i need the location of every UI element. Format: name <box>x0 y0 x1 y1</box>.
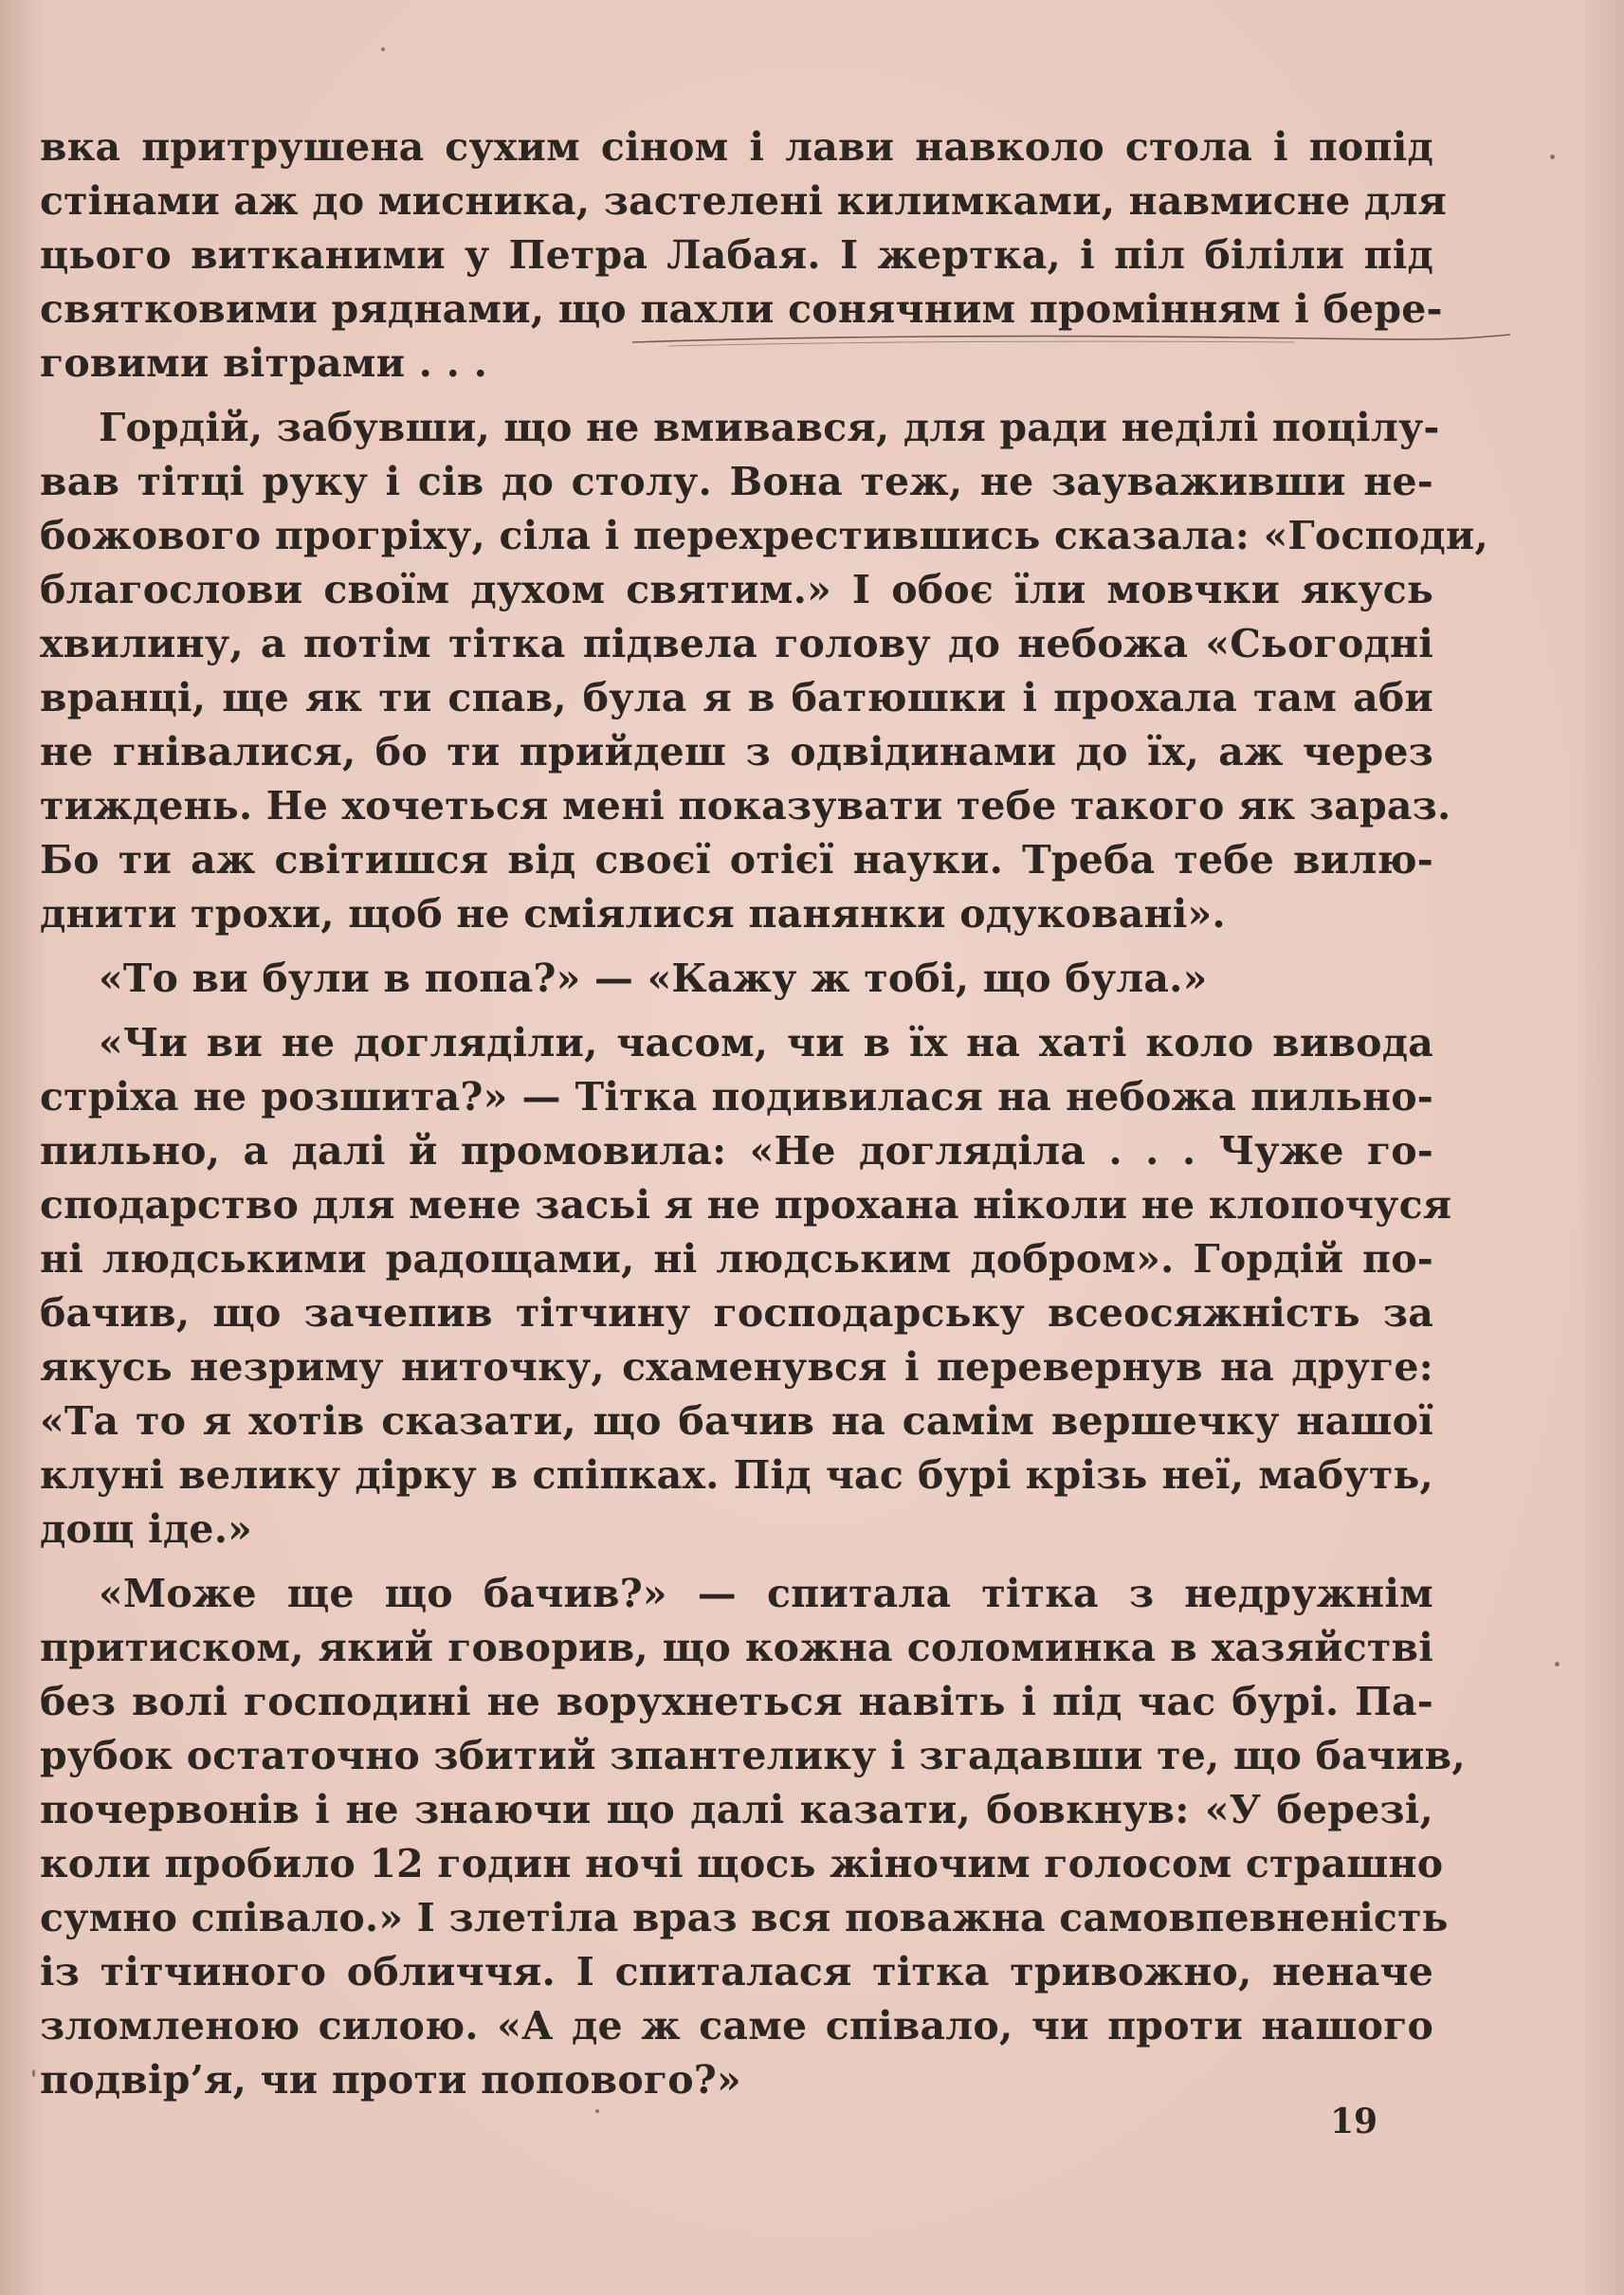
text-line: не гнівалися, бо ти прийдеш з одвідинами до їх, аж через <box>40 729 1433 774</box>
text-line: із тітчиного обличчя. І спиталася тітка тривожно, неначе <box>40 1949 1433 1994</box>
text-line: дощ іде.» <box>40 1506 252 1552</box>
text-line: бачив, що зачепив тітчину господарську всеосяжність за <box>40 1290 1433 1336</box>
text-line: «Та то я хотів сказати, що бачив на самім вершечку нашої <box>40 1398 1433 1444</box>
text-line: якусь незриму ниточку, схаменувся і перевернув на друге: <box>40 1344 1433 1390</box>
text-line: стріха не розшита?» — Тітка подивилася на небожа пильно- <box>40 1074 1433 1120</box>
text-line: рубок остаточно збитий зпантелику і згадавши те, що бачив, <box>40 1733 1466 1778</box>
text-line: тиждень. Не хочеться мені показувати тебе такого як зараз. <box>40 783 1451 829</box>
text-line: вав тітці руку і сів до столу. Вона теж, не зауваживши не- <box>40 459 1433 504</box>
text-line: пильно, а далі й промовила: «Не догляділа . . . Чуже го- <box>40 1128 1433 1174</box>
text-line: почервонів і не знаючи що далі казати, бовкнув: «У березі, <box>40 1787 1433 1832</box>
paper-speck <box>595 2109 599 2113</box>
text-line: без волі господині не ворухнеться навіть і під час бурі. Па- <box>40 1679 1433 1724</box>
text-line: днити трохи, щоб не сміялися панянки одуковані». <box>40 891 1226 937</box>
paper-speck <box>381 47 385 51</box>
text-line: клуні велику дірку в спіпках. Під час бурі крізь неї, мабуть, <box>40 1452 1433 1498</box>
text-line: ні людськими радощами, ні людським добром». Гордій по- <box>40 1236 1433 1282</box>
text-line: «Може ще що бачив?» — спитала тітка з недружнім <box>99 1571 1433 1616</box>
text-line: сподарство для мене засьі я не прохана ніколи не клопочуся <box>40 1182 1452 1228</box>
text-line: Бо ти аж світишся від своєї отієї науки. Треба тебе вилю- <box>40 837 1433 883</box>
text-line: «То ви були в попа?» — «Кажу ж тобі, що була.» <box>99 956 1208 1001</box>
text-line: вранці, ще як ти спав, була я в батюшки і прохала там аби <box>40 675 1433 720</box>
body-text <box>40 120 1488 2107</box>
text-line: зломленою силою. «А де ж саме співало, чи проти нашого <box>40 2003 1433 2049</box>
paper-speck <box>1555 1662 1560 1667</box>
text-line: хвилину, а потім тітка підвела голову до небожа «Сьогодні <box>40 621 1433 666</box>
paper-speck <box>1550 155 1555 159</box>
text-line: «Чи ви не догляділи, часом, чи в їх на хаті коло вивода <box>99 1020 1433 1066</box>
text-line: благослови своїм духом святим.» І обоє їли мовчки якусь <box>40 567 1433 612</box>
text-line: стінами аж до мисника, застелені килимками, навмисне для <box>40 178 1448 224</box>
text-line: подвір’я, чи проти попового?» <box>40 2057 741 2103</box>
text-line: притиском, який говорив, що кожна соломинка в хазяйстві <box>40 1625 1433 1670</box>
text-line: Гордій, забувши, що не вмивався, для ради неділі поцілу- <box>99 405 1440 450</box>
text-line: говими вітрами . . . <box>40 340 488 386</box>
text-line: вка притрушена сухим сіном і лави навколо стола і попід <box>40 124 1433 170</box>
text-line: цього витканими у Петра Лабая. І жертка, і піл біліли під <box>40 232 1433 278</box>
text-line: божового прогріху, сіла і перехрестившись сказала: «Господи, <box>40 513 1488 558</box>
text-line: святковими ряднами, що пахли сонячним промінням і бере- <box>40 286 1443 332</box>
text-line: сумно співало.» І злетіла враз вся поважна самовпевненість <box>40 1895 1449 1940</box>
paper-speck <box>32 2069 35 2077</box>
page-number: 19 <box>1330 2102 1378 2141</box>
text-line: коли пробило 12 годин ночі щось жіночим голосом страшно <box>40 1841 1444 1886</box>
